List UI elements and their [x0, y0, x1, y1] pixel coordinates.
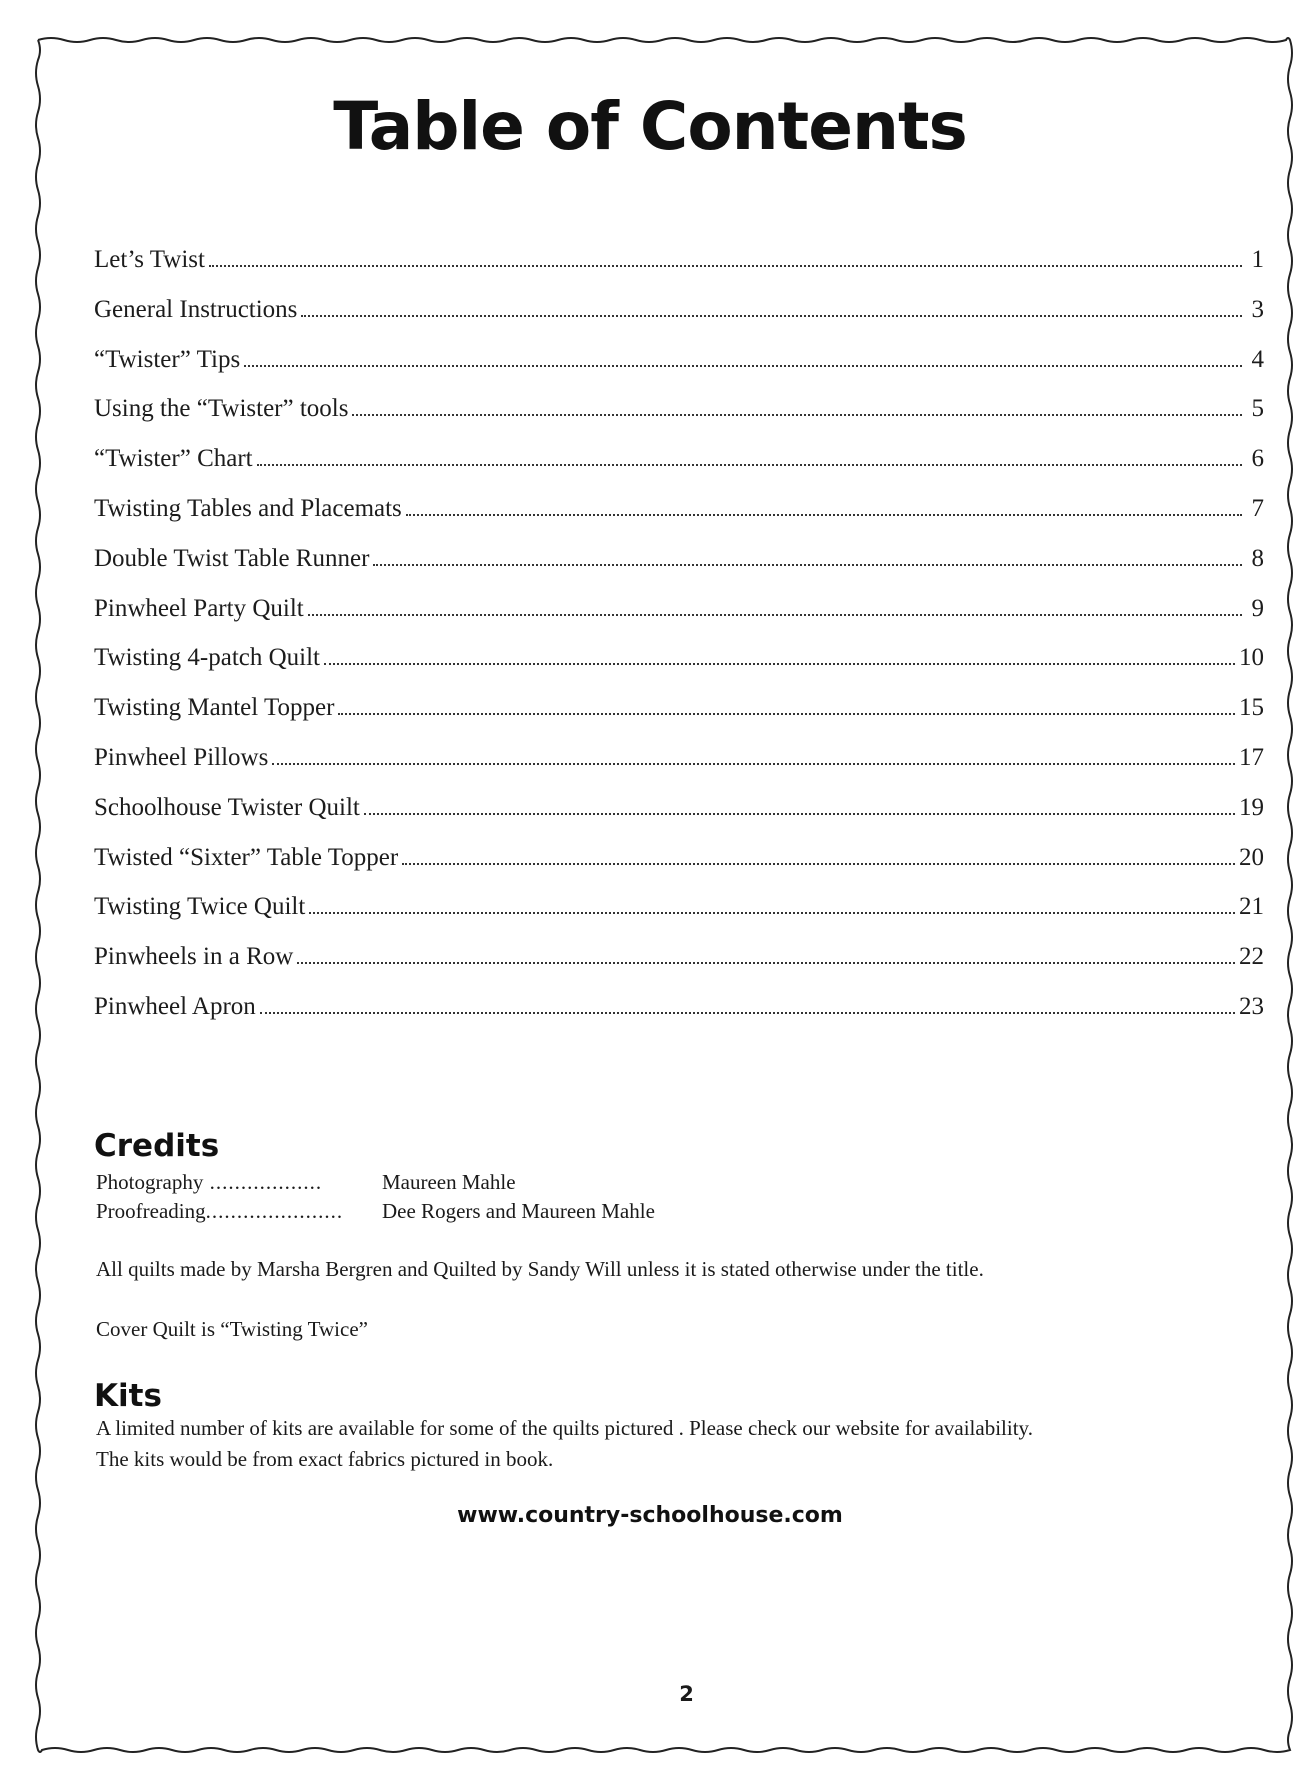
toc-entry-page: 23: [1239, 992, 1264, 1020]
toc-entry: [94, 346, 1264, 396]
toc-entry-page: 20: [1239, 843, 1264, 871]
dot-leader: [209, 264, 1242, 267]
dot-leader: [308, 613, 1242, 616]
toc-entry: [94, 296, 1264, 346]
dot-leader: [272, 762, 1235, 765]
toc-entry-title: Pinwheel Apron: [94, 992, 256, 1020]
kits-line-2: The kits would be from exact fabrics pictured in book.: [96, 1447, 554, 1471]
toc-entry-title: Schoolhouse Twister Quilt: [94, 793, 360, 821]
dot-leader: [301, 314, 1242, 317]
toc-entry-page: 7: [1251, 494, 1264, 522]
toc-entry-title: Pinwheel Party Quilt: [94, 594, 304, 622]
toc-entry-title: Pinwheel Pillows: [94, 743, 269, 771]
toc-entry-title: Twisting Twice Quilt: [94, 893, 306, 921]
dot-leader: [364, 812, 1235, 815]
toc-entry-page: 6: [1251, 445, 1264, 473]
toc-entry-page: 1: [1251, 246, 1264, 273]
quilts-note: All quilts made by Marsha Bergren and Quilted by Sandy Will unless it is stated otherwise under the title.: [96, 1257, 984, 1281]
dot-leader: [244, 364, 1242, 367]
toc-entry: [94, 794, 1264, 844]
credit-role: Photography: [96, 1170, 204, 1194]
credit-leader: ......................: [205, 1199, 344, 1223]
dot-leader: [338, 712, 1235, 715]
toc-list: [94, 246, 1264, 1043]
toc-entry-page: 3: [1251, 295, 1264, 323]
toc-entry-page: 21: [1239, 893, 1264, 921]
website-link[interactable]: www.country-schoolhouse.com: [457, 1503, 843, 1528]
cover-note: Cover Quilt is “Twisting Twice”: [96, 1317, 368, 1341]
toc-entry-title: “Twister” Tips: [94, 345, 241, 373]
toc-entry-title: Twisting Tables and Placemats: [94, 494, 402, 522]
toc-entry-title: General Instructions: [94, 295, 298, 323]
dot-leader: [352, 413, 1242, 416]
credit-leader: ..................: [203, 1170, 323, 1194]
toc-entry-page: 4: [1251, 345, 1264, 373]
dot-leader: [324, 662, 1235, 665]
dot-leader: [402, 862, 1235, 865]
toc-entry: [94, 595, 1264, 645]
toc-entry-page: 8: [1251, 544, 1264, 572]
toc-entry: [94, 993, 1264, 1043]
dot-leader: [297, 961, 1235, 964]
toc-entry: [94, 445, 1264, 495]
credit-name: Maureen Mahle: [382, 1170, 516, 1194]
toc-entry-page: 17: [1239, 743, 1264, 771]
dot-leader: [260, 1011, 1235, 1014]
credit-row-proofreading: [96, 1199, 655, 1224]
toc-entry: [94, 545, 1264, 595]
toc-entry-title: Twisting 4-patch Quilt: [94, 644, 321, 672]
dot-leader: [257, 463, 1242, 466]
page-number: 2: [679, 1682, 694, 1706]
toc-entry: [94, 744, 1264, 794]
credit-role: Proofreading: [96, 1199, 206, 1223]
toc-entry: [94, 495, 1264, 545]
toc-entry-page: 15: [1239, 694, 1264, 722]
dot-leader: [406, 513, 1242, 516]
toc-entry-page: 5: [1251, 395, 1264, 423]
toc-entry-page: 22: [1239, 943, 1264, 971]
toc-entry: [94, 844, 1264, 894]
kits-line-1: A limited number of kits are available for some of the quilts pictured . Please check our website for availability.: [96, 1416, 1033, 1440]
toc-entry: [94, 395, 1264, 445]
toc-entry-title: Double Twist Table Runner: [94, 544, 370, 572]
credits-heading: Credits: [94, 1128, 220, 1164]
toc-entry: [94, 694, 1264, 744]
toc-entry-title: Let’s Twist: [94, 246, 205, 273]
toc-entry-title: Pinwheels in a Row: [94, 943, 294, 971]
toc-entry-title: “Twister” Chart: [94, 445, 253, 473]
dot-leader: [373, 563, 1242, 566]
credit-name: Dee Rogers and Maureen Mahle: [382, 1199, 655, 1223]
toc-entry-page: 9: [1251, 594, 1264, 622]
toc-entry: [94, 943, 1264, 993]
kits-heading: Kits: [94, 1378, 162, 1414]
toc-entry-page: 10: [1239, 644, 1264, 672]
toc-entry-page: 19: [1239, 793, 1264, 821]
toc-entry-title: Using the “Twister” tools: [94, 395, 349, 423]
credit-row-photography: [96, 1170, 516, 1195]
toc-entry: [94, 246, 1264, 296]
toc-entry: [94, 644, 1264, 694]
toc-entry: [94, 893, 1264, 943]
page-title: Table of Contents: [333, 88, 967, 165]
dot-leader: [309, 911, 1235, 914]
toc-entry-title: Twisting Mantel Topper: [94, 694, 335, 722]
toc-entry-title: Twisted “Sixter” Table Topper: [94, 843, 399, 871]
